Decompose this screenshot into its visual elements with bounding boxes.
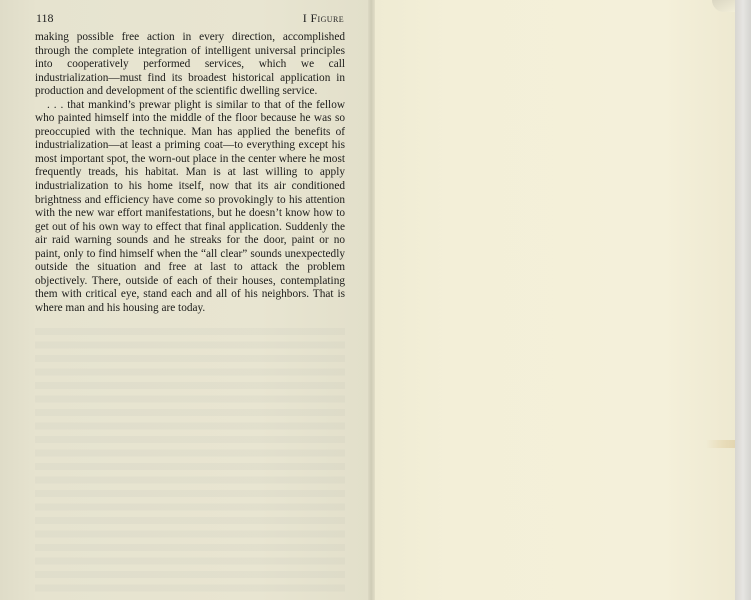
left-page [0, 0, 370, 600]
page-edge-mark [706, 440, 736, 448]
paragraph: . . . that mankind’s prewar plight is similar to that of the fellow who painted himself into the middle of the floor because he was so preoccupied with the technique. Man has applied the benefits of industrialization—at least a priming coat—to everything except his most important spot, the worn-out place in the center where he most frequently treads, his habitat. Man is at last willing to apply industrialization to his home itself, now that its air conditioned brightness and efficiency have come so provokingly to his attention with the new war effort manifestations, but he doesn’t know how to get out of his own way to effect that final application. Suddenly the air raid warning sounds and he streaks for the door, paint or no paint, only to find himself when the “all clear” sounds unexpectedly outside the situation and free at last to attack the problem objectively. There, outside of each of their houses, contemplating them with critical eye, stand each and all of his neighbors. That is where man and his housing are today. [35, 98, 345, 314]
bleed-through-texture [35, 328, 345, 593]
running-head [36, 11, 344, 27]
page-number: 118 [36, 11, 54, 25]
paragraph: making possible free action in every direction, accomplished through the complete integration of intelligent universal principles into cooperatively performed services, which we call industrialization—must find its broadest historical application in production and development of the scientific dwelling service. [35, 31, 345, 98]
scan-edge [735, 0, 751, 600]
chapter-title: I Figure [302, 11, 344, 25]
body-text [35, 31, 345, 315]
right-page-blank [375, 0, 735, 600]
